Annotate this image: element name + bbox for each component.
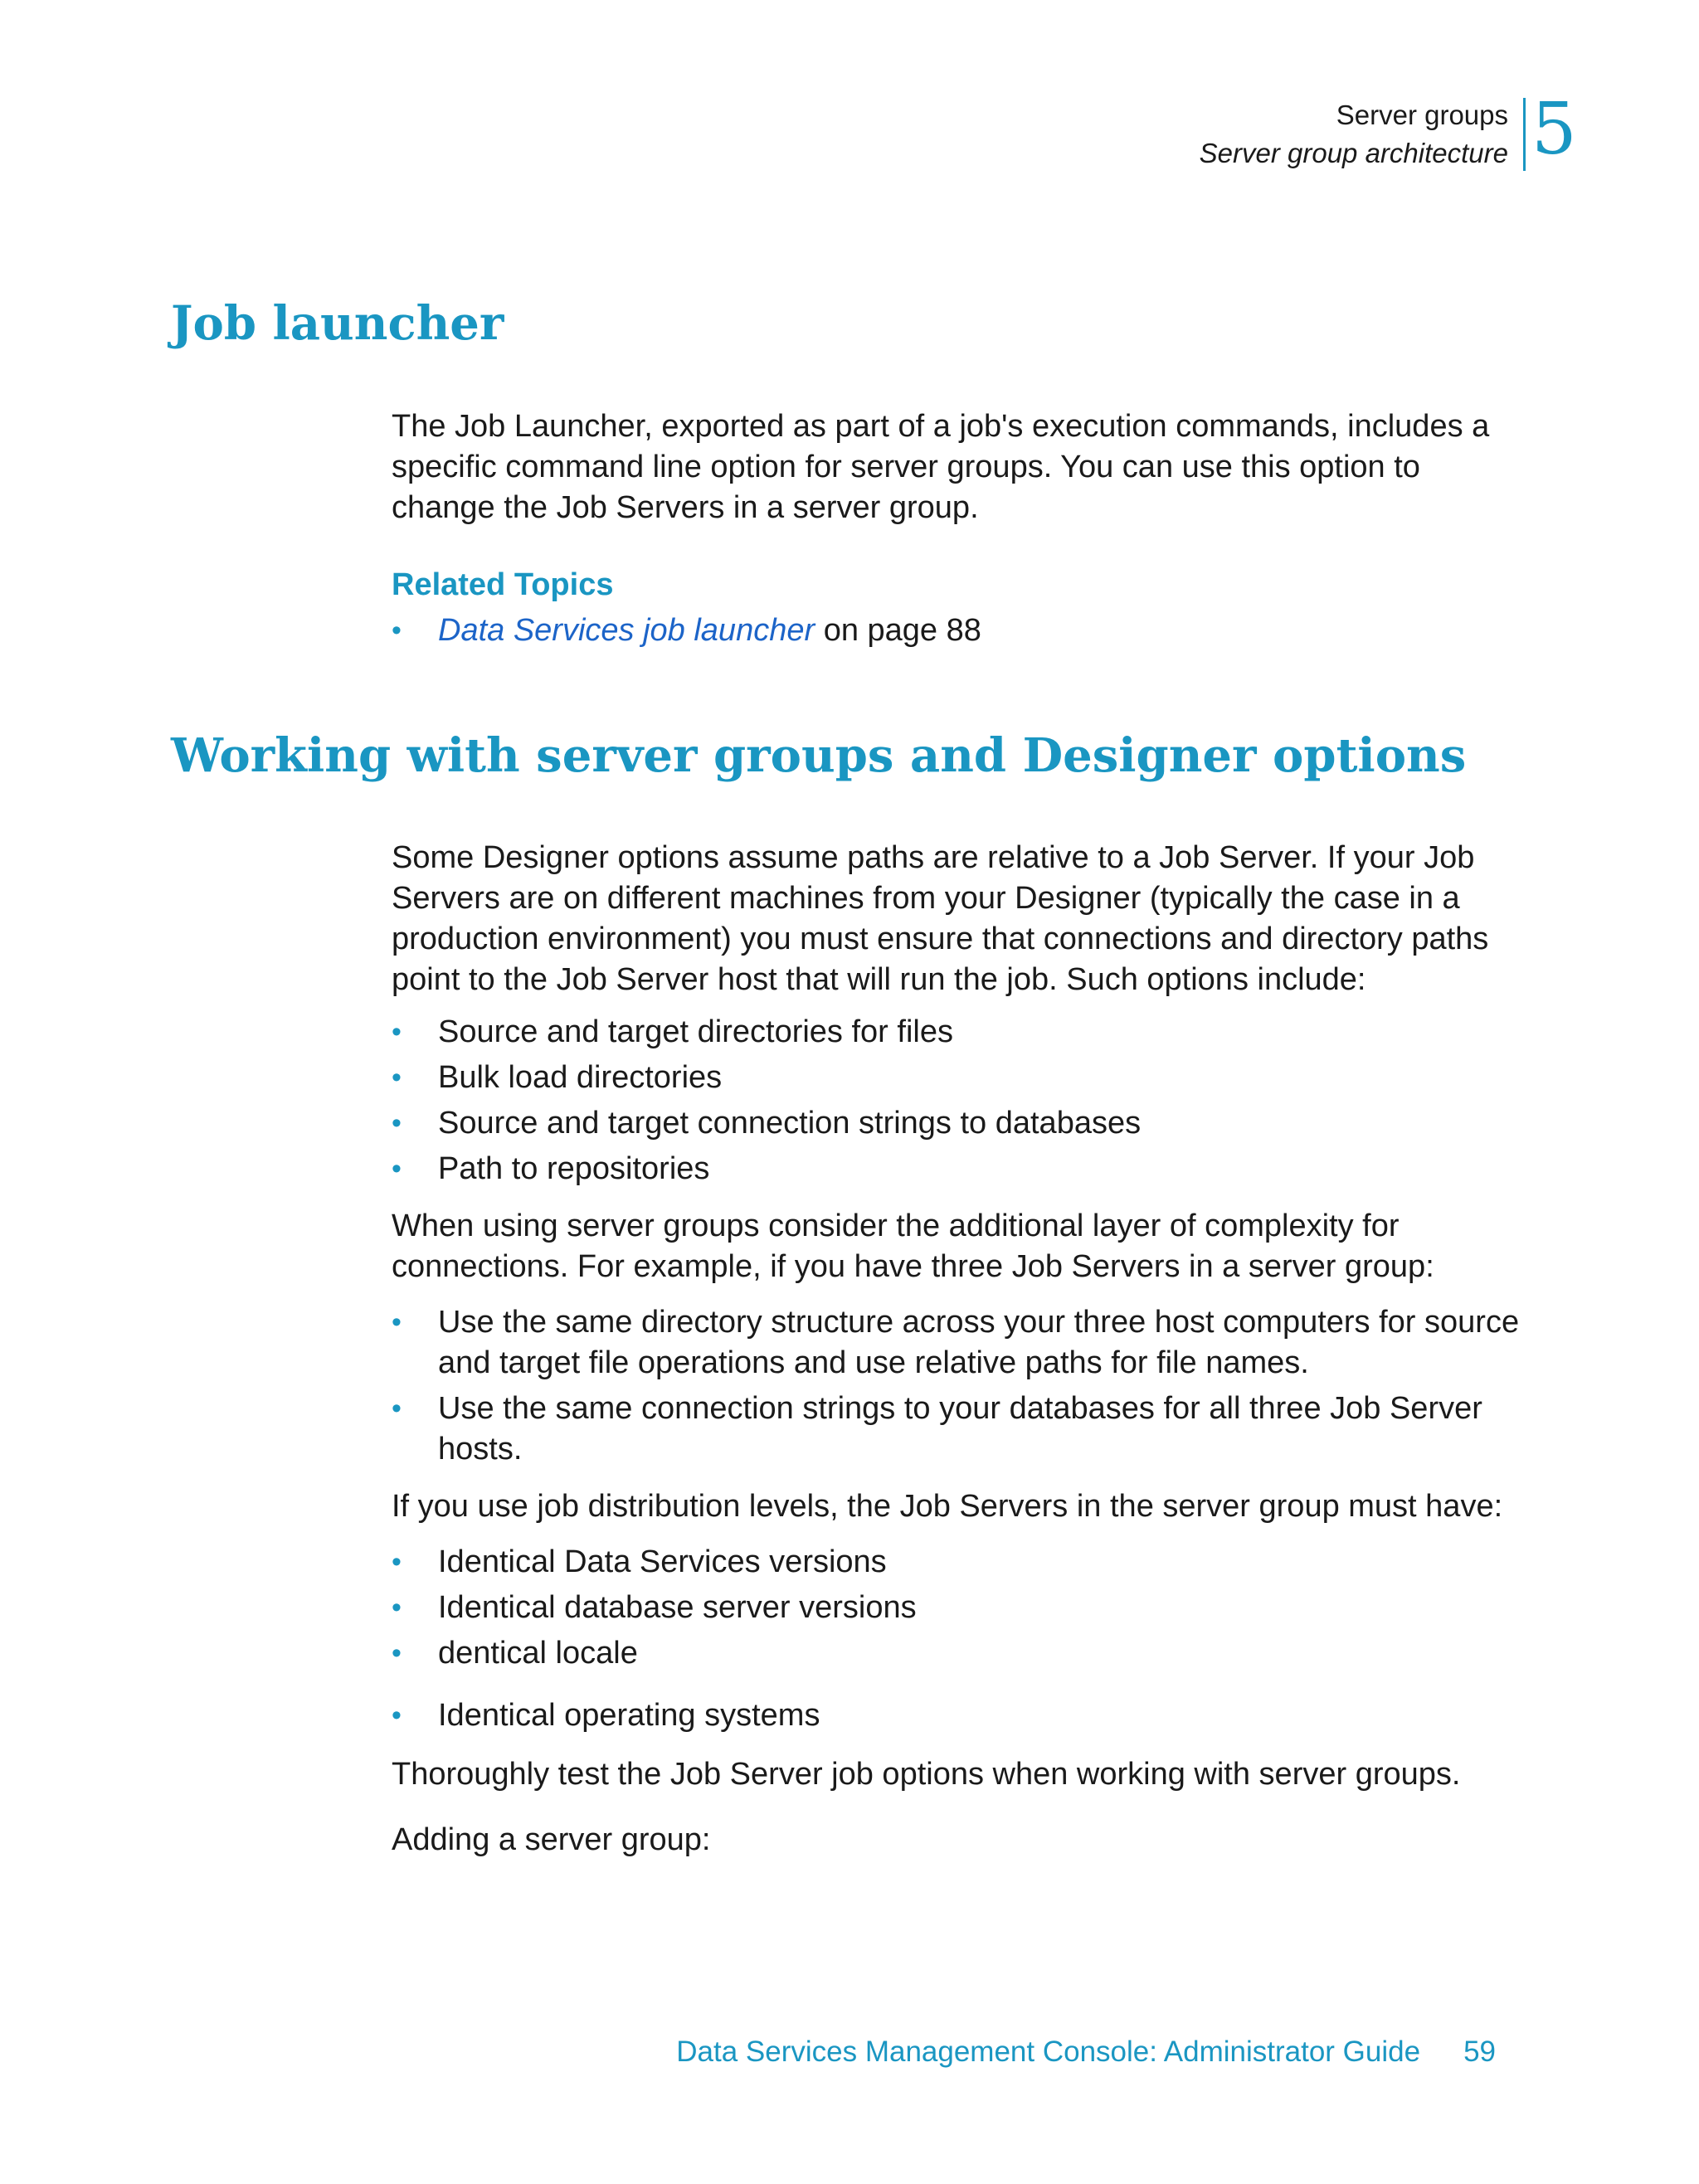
bullet-icon: • [392,1637,402,1669]
designer-options-list [392,1012,1520,1189]
bullet-icon: • [392,1592,402,1623]
list-item: • Source and target connection strings to databases [392,1103,1520,1144]
related-topic-link[interactable]: Data Services job launcher [438,613,815,648]
server-groups-paragraph: When using server groups consider the additional layer of complexity for connections. For example, if you have three Job Servers in a server group: [392,1209,1434,1284]
distribution-paragraph: If you use job distribution levels, the Job Servers in the server group must have: [392,1489,1503,1524]
bullet-icon: • [392,615,402,646]
bullet-icon: • [392,1153,402,1184]
heading-working-with-server-groups: Working with server groups and Designer options [171,728,1467,783]
chapter-number: 5 [1531,88,1577,171]
list-item: • Bulk load directories [392,1058,1520,1098]
related-topics-list [392,610,1520,651]
designer-options-intro: Some Designer options assume paths are relative to a Job Server. If your Job Servers are on different machines from your Designer (typically the case in a production environment) you must ensure that connections and directory paths point to the Job Server host that will run the job. Such options include: [392,840,1489,997]
bullet-icon: • [392,1546,402,1578]
list-item: • dentical locale [392,1633,1520,1674]
adding-server-group-paragraph: Adding a server group: [392,1822,711,1857]
bullet-icon: • [392,1700,402,1731]
bullet-icon: • [392,1107,402,1139]
test-paragraph: Thoroughly test the Job Server job options when working with server groups. [392,1757,1461,1792]
page-number: 59 [1463,2036,1496,2068]
chapter-divider [1523,98,1526,171]
related-topic-page-ref: on page 88 [815,613,981,648]
related-topics-label: Related Topics [392,567,614,602]
job-launcher-body [392,406,1520,651]
server-groups-body [392,838,1520,1861]
running-header-chapter: Server groups [1336,100,1508,130]
related-topic-item [392,610,1520,651]
running-header-section: Server group architecture [1199,138,1508,168]
bullet-icon: • [392,1393,402,1424]
bullet-icon: • [392,1016,402,1048]
list-item: • Use the same directory structure across your three host computers for source and target file operations and use relative paths for file names. [392,1302,1520,1384]
heading-job-launcher: Job launcher [171,296,504,351]
page-footer [676,2032,1496,2072]
list-item: • Use the same connection strings to your databases for all three Job Server hosts. [392,1389,1520,1470]
bullet-icon: • [392,1062,402,1093]
list-item: • Path to repositories [392,1149,1520,1189]
job-launcher-paragraph: The Job Launcher, exported as part of a job's execution commands, includes a specific command line option for server groups. You can use this option to change the Job Servers in a server group. [392,409,1490,525]
distribution-list [392,1542,1520,1736]
list-item: • Identical database server versions [392,1588,1520,1628]
footer-guide-title: Data Services Management Console: Administrator Guide [676,2036,1421,2068]
server-groups-list [392,1302,1520,1470]
list-item: • Identical operating systems [392,1695,1520,1736]
list-item: • Identical Data Services versions [392,1542,1520,1583]
list-item: • Source and target directories for files [392,1012,1520,1053]
bullet-icon: • [392,1306,402,1338]
